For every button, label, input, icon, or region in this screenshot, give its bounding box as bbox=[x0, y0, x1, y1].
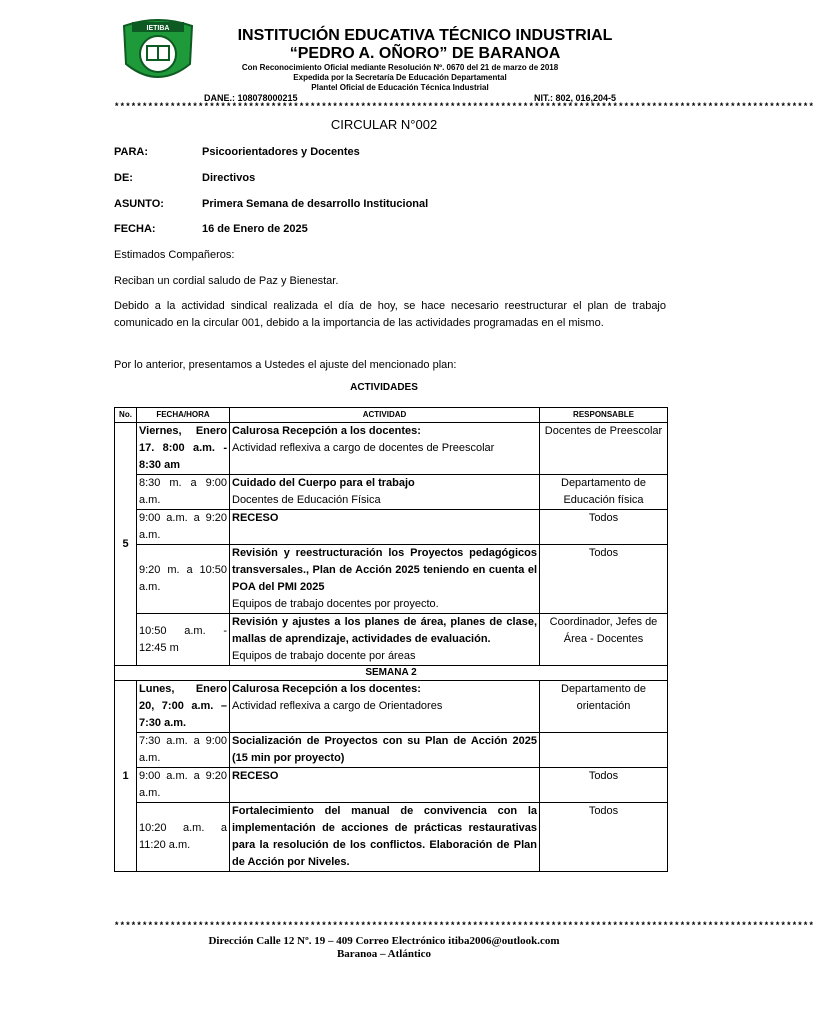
table-row bbox=[115, 733, 668, 768]
activity-title: RECESO bbox=[232, 770, 279, 782]
dane-code: DANE.: 108078000215 bbox=[204, 93, 298, 103]
cell-responsable: Todos bbox=[540, 545, 668, 614]
table-row bbox=[115, 614, 668, 666]
cell-actividad bbox=[230, 803, 540, 872]
school-logo bbox=[118, 16, 198, 88]
cell-responsable: Docentes de Preescolar bbox=[540, 423, 668, 475]
semana-2-label: SEMANA 2 bbox=[115, 666, 668, 681]
nit-code: NIT.: 802, 016,204-5 bbox=[534, 93, 617, 103]
cell-responsable: Departamento de Educación física bbox=[540, 475, 668, 510]
table-row bbox=[115, 475, 668, 510]
cell-responsable: Coordinador, Jefes de Área - Docentes bbox=[540, 614, 668, 666]
activity-detail: Actividad reflexiva a cargo de Orientadores bbox=[232, 700, 443, 712]
logo-text: IETIBA bbox=[146, 25, 170, 32]
activity-title: Calurosa Recepción a los docentes: bbox=[232, 425, 421, 437]
cell-fecha-hora: 10:20 a.m. a 11:20 a.m. bbox=[137, 803, 230, 872]
issuer-line: Expedida por la Secretaría De Educación Departamental bbox=[293, 73, 507, 82]
table-header-row bbox=[115, 408, 668, 423]
activities-heading: ACTIVIDADES bbox=[350, 382, 418, 393]
activity-title: Calurosa Recepción a los docentes: bbox=[232, 683, 421, 695]
cell-fecha-hora: 9:00 a.m. a 9:20 a.m. bbox=[137, 768, 230, 803]
header-separator: ***************************************************************************************************************************** bbox=[114, 102, 814, 112]
cell-actividad bbox=[230, 423, 540, 475]
activity-detail: Equipos de trabajo docentes por proyecto. bbox=[232, 598, 439, 610]
table-row bbox=[115, 545, 668, 614]
table-row bbox=[115, 510, 668, 545]
activity-title: Socialización de Proyectos con su Plan de Acción 2025 (15 min por proyecto) bbox=[232, 735, 537, 764]
table-row bbox=[115, 681, 668, 733]
footer-separator: ***************************************************************************************************************************** bbox=[114, 921, 814, 931]
cell-actividad bbox=[230, 768, 540, 803]
cell-responsable: Todos bbox=[540, 803, 668, 872]
cell-fecha-hora: Lunes, Enero 20, 7:00 a.m. – 7:30 a.m. bbox=[137, 681, 230, 733]
fecha-value: 16 de Enero de 2025 bbox=[202, 223, 308, 235]
activity-title: Revisión y reestructuración los Proyectos pedagógicos transversales., Plan de Acción 2025 teniendo en cuenta el POA del PMI 2025 bbox=[232, 547, 537, 593]
plantel-line: Plantel Oficial de Educación Técnica Industrial bbox=[311, 83, 489, 92]
cell-responsable: Todos bbox=[540, 768, 668, 803]
activity-title: Revisión y ajustes a los planes de área, planes de clase, mallas de aprendizaje, actividades de evaluación. bbox=[232, 616, 537, 645]
week2-number: 1 bbox=[115, 681, 137, 872]
fecha-label: FECHA: bbox=[114, 223, 156, 235]
cell-actividad bbox=[230, 475, 540, 510]
cell-actividad bbox=[230, 733, 540, 768]
table-row bbox=[115, 768, 668, 803]
week1-number: 5 bbox=[115, 423, 137, 666]
asunto-label: ASUNTO: bbox=[114, 198, 164, 210]
circular-title: CIRCULAR N°002 bbox=[330, 117, 438, 132]
activity-title: RECESO bbox=[232, 512, 279, 524]
recognition-line: Con Reconocimiento Oficial mediante Resolución Nº. 0670 del 21 de marzo de 2018 bbox=[241, 63, 559, 72]
greeting: Estimados Compañeros: bbox=[114, 249, 235, 261]
cell-actividad bbox=[230, 510, 540, 545]
cell-fecha-hora: 9:00 a.m. a 9:20 a.m. bbox=[137, 510, 230, 545]
institution-title: INSTITUCIÓN EDUCATIVA TÉCNICO INDUSTRIAL bbox=[237, 27, 613, 44]
cell-responsable bbox=[540, 733, 668, 768]
paragraph-2: Debido a la actividad sindical realizada el día de hoy, se hace necesario reestructurar el plan de trabajo comunicado en la circular 001, debido a la importancia de las actividades programadas en el mismo. bbox=[114, 300, 666, 329]
table-row bbox=[115, 803, 668, 872]
activity-title: Fortalecimiento del manual de convivencia con la implementación de acciones de prácticas restaurativas para la resolución de los conflictos. Elaboración de Plan de Acción por Niveles. bbox=[232, 805, 537, 868]
header-actividad: ACTIVIDAD bbox=[230, 408, 540, 423]
cell-actividad bbox=[230, 614, 540, 666]
header-no: No. bbox=[115, 408, 137, 423]
activity-detail: Actividad reflexiva a cargo de docentes de Preescolar bbox=[232, 442, 495, 454]
cell-fecha-hora: 7:30 a.m. a 9:00 a.m. bbox=[137, 733, 230, 768]
paragraph-3: Por lo anterior, presentamos a Ustedes el ajuste del mencionado plan: bbox=[114, 359, 457, 371]
cell-actividad bbox=[230, 545, 540, 614]
activity-detail: Docentes de Educación Física bbox=[232, 494, 381, 506]
de-label: DE: bbox=[114, 172, 133, 184]
cell-fecha-hora: 8:30 m. a 9:00 a.m. bbox=[137, 475, 230, 510]
footer-address: Dirección Calle 12 Nº. 19 – 409 Correo Electrónico itiba2006@outlook.com bbox=[208, 935, 560, 947]
activities-table bbox=[114, 407, 668, 872]
asunto-value: Primera Semana de desarrollo Institucional bbox=[202, 198, 429, 210]
cell-responsable: Departamento de orientación bbox=[540, 681, 668, 733]
header-responsable: RESPONSABLE bbox=[540, 408, 668, 423]
para-value: Psicoorientadores y Docentes bbox=[202, 146, 360, 158]
cell-responsable: Todos bbox=[540, 510, 668, 545]
cell-fecha-hora: 9:20 m. a 10:50 a.m. bbox=[137, 545, 230, 614]
activity-detail: Equipos de trabajo docente por áreas bbox=[232, 650, 416, 662]
footer-city: Baranoa – Atlántico bbox=[336, 948, 432, 960]
semana-2-row bbox=[115, 666, 668, 681]
institution-subtitle: “PEDRO A. OÑORO” DE BARANOA bbox=[289, 45, 561, 62]
para-label: PARA: bbox=[114, 146, 149, 158]
de-value: Directivos bbox=[202, 172, 256, 184]
table-row bbox=[115, 423, 668, 475]
cell-fecha-hora: Viernes, Enero 17. 8:00 a.m. - 8:30 am bbox=[137, 423, 230, 475]
activity-title: Cuidado del Cuerpo para el trabajo bbox=[232, 477, 415, 489]
cell-actividad bbox=[230, 681, 540, 733]
header-fecha-hora: FECHA/HORA bbox=[137, 408, 230, 423]
cell-fecha-hora: 10:50 a.m. - 12:45 m bbox=[137, 614, 230, 666]
paragraph-1: Reciban un cordial saludo de Paz y Bienestar. bbox=[114, 275, 339, 287]
